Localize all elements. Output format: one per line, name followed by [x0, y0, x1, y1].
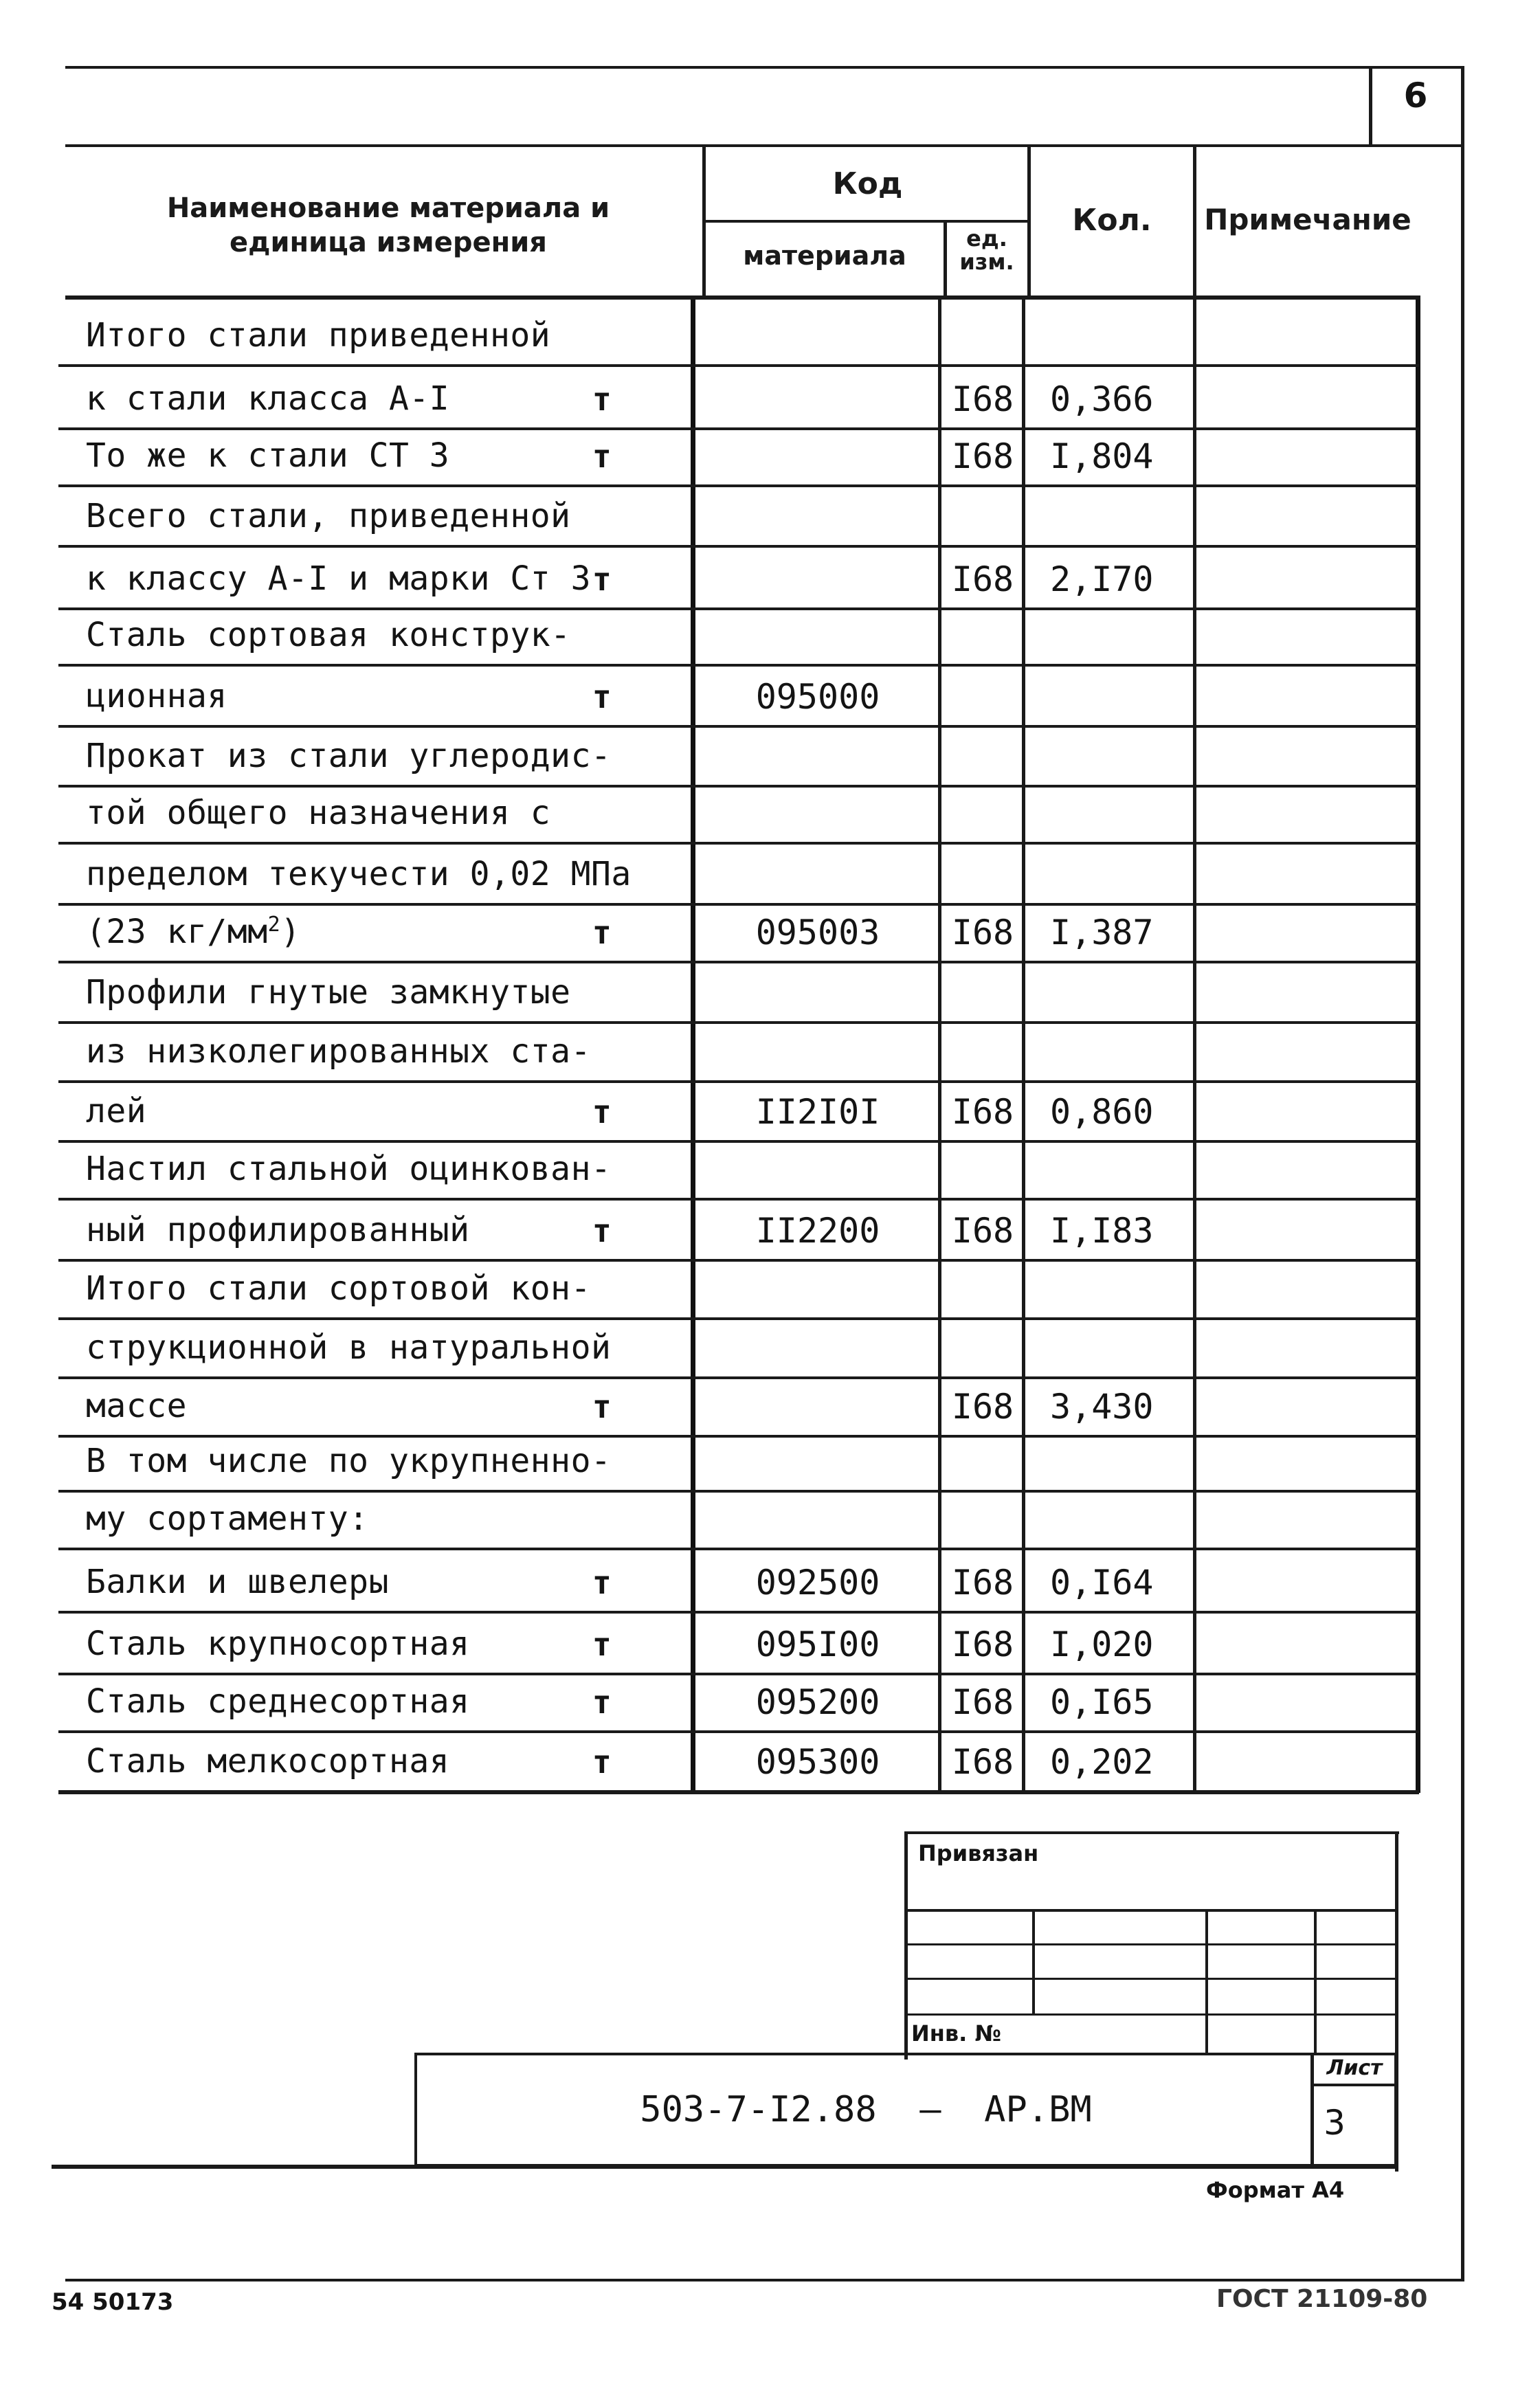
stamp-grid-line-2 — [904, 1943, 1396, 1945]
frame-bottom-line — [65, 2279, 1464, 2281]
row-name — [86, 973, 571, 1012]
row-name-text: ный профилированный — [86, 1211, 470, 1249]
sheet-label: Лист — [1326, 2056, 1383, 2080]
row-name — [86, 1563, 389, 1601]
sheet-box-split — [1310, 2084, 1397, 2086]
row-name-text: Настил стальной оцинкован- — [86, 1150, 612, 1188]
row-name — [86, 1387, 187, 1425]
row-name — [86, 1328, 611, 1367]
row-quantity: 0,I64 — [1050, 1563, 1154, 1603]
row-name-text: Сталь среднесортная — [86, 1682, 470, 1721]
row-name — [86, 1442, 611, 1480]
row-name — [86, 436, 449, 475]
header-note: Примечание — [1204, 203, 1411, 236]
header-code-unit: ед. изм. — [959, 225, 1014, 275]
footer-left-code: 54 50173 — [52, 2288, 174, 2316]
row-unit-code: I68 — [951, 1682, 1014, 1722]
row-name-text: Итого стали сортовой кон- — [86, 1269, 591, 1308]
row-unit: т — [592, 1684, 612, 1721]
body-vline-code — [691, 300, 695, 1793]
row-unit: т — [592, 1564, 612, 1601]
frame-top-line — [65, 66, 1464, 69]
row-unit: т — [592, 1093, 612, 1130]
row-quantity: 0,366 — [1050, 379, 1154, 419]
row-line — [58, 607, 1419, 610]
row-name — [86, 559, 591, 598]
row-material-code: 095300 — [755, 1742, 880, 1782]
row-material-code: 095003 — [755, 913, 880, 952]
row-name-text: Всего стали, приведенной — [86, 497, 571, 535]
row-unit-code: I68 — [951, 559, 1014, 599]
row-unit: т — [592, 914, 612, 951]
row-name-text: То же к стали СТ 3 — [86, 436, 450, 475]
row-material-code: II2I0I — [755, 1092, 880, 1132]
row-line — [58, 961, 1419, 963]
row-name-text: Балки и швелеры — [86, 1563, 389, 1601]
row-name — [86, 1032, 591, 1071]
row-unit-code: I68 — [951, 1092, 1014, 1132]
row-quantity: 0,I65 — [1050, 1682, 1154, 1722]
body-vline-right — [1416, 300, 1420, 1793]
body-vline-qty — [1022, 300, 1025, 1793]
row-quantity: 0,860 — [1050, 1092, 1154, 1132]
row-quantity: 3,430 — [1050, 1387, 1154, 1427]
row-name — [86, 316, 550, 355]
row-name — [86, 379, 449, 418]
row-material-code: 095I00 — [755, 1625, 880, 1664]
row-name — [86, 616, 571, 654]
stamp-grid-vline-3 — [1314, 1909, 1317, 2055]
page-number: 6 — [1403, 76, 1428, 115]
row-name-text: той общего назначения с — [86, 794, 551, 832]
header-qty: Кол. — [1072, 203, 1152, 238]
row-name — [86, 855, 632, 893]
row-name-text: лей — [86, 1092, 147, 1130]
row-name-superscript: 2 — [267, 913, 281, 937]
row-line — [58, 1259, 1419, 1262]
row-material-code: 092500 — [755, 1563, 880, 1603]
row-material-code: 095000 — [755, 677, 880, 717]
row-name — [86, 737, 611, 775]
row-name-text: В том числе по укрупненно- — [86, 1442, 612, 1480]
stamp-grid-line-4 — [904, 2013, 1396, 2016]
stamp-grid-line-3 — [904, 1978, 1396, 1980]
stamp-base-line — [52, 2165, 1398, 2169]
row-name-text: Сталь сортовая конструк- — [86, 616, 571, 654]
row-unit: т — [592, 381, 612, 418]
row-name — [86, 677, 227, 715]
row-line — [58, 842, 1419, 845]
row-line — [58, 1080, 1419, 1083]
sheet-number: 3 — [1324, 2103, 1346, 2143]
row-unit: т — [592, 1388, 612, 1425]
stamp-left-line — [904, 1831, 908, 2060]
row-quantity: 0,202 — [1050, 1742, 1154, 1782]
row-line — [58, 1490, 1419, 1493]
stamp-grid-vline-1 — [1032, 1909, 1035, 2016]
row-name-text: Прокат из стали углеродис- — [86, 737, 612, 775]
row-name — [86, 1625, 470, 1663]
row-line — [58, 664, 1419, 667]
row-name — [86, 1499, 369, 1538]
row-unit: т — [592, 1743, 612, 1781]
row-name — [86, 1150, 611, 1188]
row-material-code: 095200 — [755, 1682, 880, 1722]
row-line — [58, 1140, 1419, 1143]
row-name-text: ционная — [86, 677, 227, 715]
row-line — [58, 484, 1419, 487]
row-name-end: ) — [280, 913, 301, 951]
body-bottom-line — [58, 1790, 1419, 1794]
row-name-text: Итого стали приведенной — [86, 316, 551, 355]
format-label: Формат А4 — [1206, 2177, 1345, 2203]
row-name-text: к классу А-I и марки Ст 3 — [86, 559, 591, 598]
row-unit-code: I68 — [951, 436, 1014, 476]
row-line — [58, 725, 1419, 728]
row-line — [58, 364, 1419, 367]
header-name: Наименование материала и единица измерения — [166, 192, 610, 258]
row-quantity: I,804 — [1050, 436, 1154, 476]
body-vline-unit-code — [938, 300, 941, 1793]
row-unit-code: I68 — [951, 1563, 1014, 1603]
row-name-text: му сортаменту: — [86, 1499, 369, 1538]
row-line — [58, 1021, 1419, 1024]
header-code-material: материала — [743, 241, 906, 271]
footer-right-code: ГОСТ 21109-80 — [1216, 2285, 1428, 2313]
row-name-text: Сталь мелкосортная — [86, 1742, 450, 1781]
row-name-text: Профили гнутые замкнутые — [86, 973, 571, 1012]
row-unit-code: I68 — [951, 913, 1014, 952]
row-line — [58, 785, 1419, 788]
page-number-box-left — [1369, 66, 1372, 147]
row-line — [58, 1611, 1419, 1614]
stamp-grid-line-1 — [904, 1909, 1396, 1912]
row-name — [86, 1092, 146, 1130]
header-top-line — [65, 144, 1464, 147]
row-line — [58, 1317, 1419, 1320]
row-name-text: струкционной в натуральной — [86, 1328, 612, 1367]
header-code: Код — [832, 166, 903, 201]
row-name-text: пределом текучести 0,02 МПа — [86, 855, 632, 893]
row-line — [58, 903, 1419, 906]
row-material-code: II2200 — [755, 1211, 880, 1251]
row-line — [58, 1730, 1419, 1733]
row-line — [58, 1198, 1419, 1201]
row-quantity: I,I83 — [1050, 1211, 1154, 1251]
row-unit-code: I68 — [951, 1742, 1014, 1782]
row-quantity: 2,I70 — [1050, 559, 1154, 599]
row-name — [86, 1211, 470, 1249]
row-quantity: I,020 — [1050, 1625, 1154, 1664]
body-vline-note — [1193, 300, 1196, 1793]
row-line — [58, 1435, 1419, 1438]
row-name — [86, 794, 550, 832]
row-unit-code: I68 — [951, 379, 1014, 419]
header-bottom-line — [65, 295, 1420, 300]
row-quantity: I,387 — [1050, 913, 1154, 952]
doc-code: 503-7-I2.88 – АР.ВМ — [640, 2089, 1092, 2130]
row-line — [58, 1673, 1419, 1675]
row-unit-code: I68 — [951, 1625, 1014, 1664]
row-name — [86, 497, 571, 535]
row-unit: т — [592, 1626, 612, 1663]
row-name-text: (23 кг/мм — [86, 913, 268, 951]
row-name — [86, 913, 301, 951]
row-name-text: Сталь крупносортная — [86, 1625, 470, 1663]
header-code-split-line — [702, 220, 1031, 223]
row-unit-code: I68 — [951, 1387, 1014, 1427]
bound-label: Привязан — [918, 1840, 1039, 1866]
header-vline-code-unit — [944, 220, 947, 298]
row-name — [86, 1742, 449, 1781]
row-line — [58, 1548, 1419, 1550]
stamp-grid-vline-2 — [1205, 1909, 1208, 2055]
row-line — [58, 545, 1419, 548]
row-name — [86, 1269, 591, 1308]
row-unit: т — [592, 438, 612, 475]
row-name-text: массе — [86, 1387, 187, 1425]
row-name-text: к стали класса А-I — [86, 379, 450, 418]
frame-right-line — [1461, 66, 1464, 2280]
row-unit-code: I68 — [951, 1211, 1014, 1251]
row-name — [86, 1682, 470, 1721]
inv-label: Инв. № — [911, 2020, 1001, 2046]
row-line — [58, 427, 1419, 430]
row-unit: т — [592, 1212, 612, 1249]
row-unit: т — [592, 678, 612, 715]
stamp-top-line — [904, 1831, 1399, 1834]
row-line — [58, 1376, 1419, 1379]
row-unit: т — [592, 561, 612, 598]
header-vline-name — [702, 144, 706, 298]
row-name-text: из низколегированных ста- — [86, 1032, 591, 1071]
